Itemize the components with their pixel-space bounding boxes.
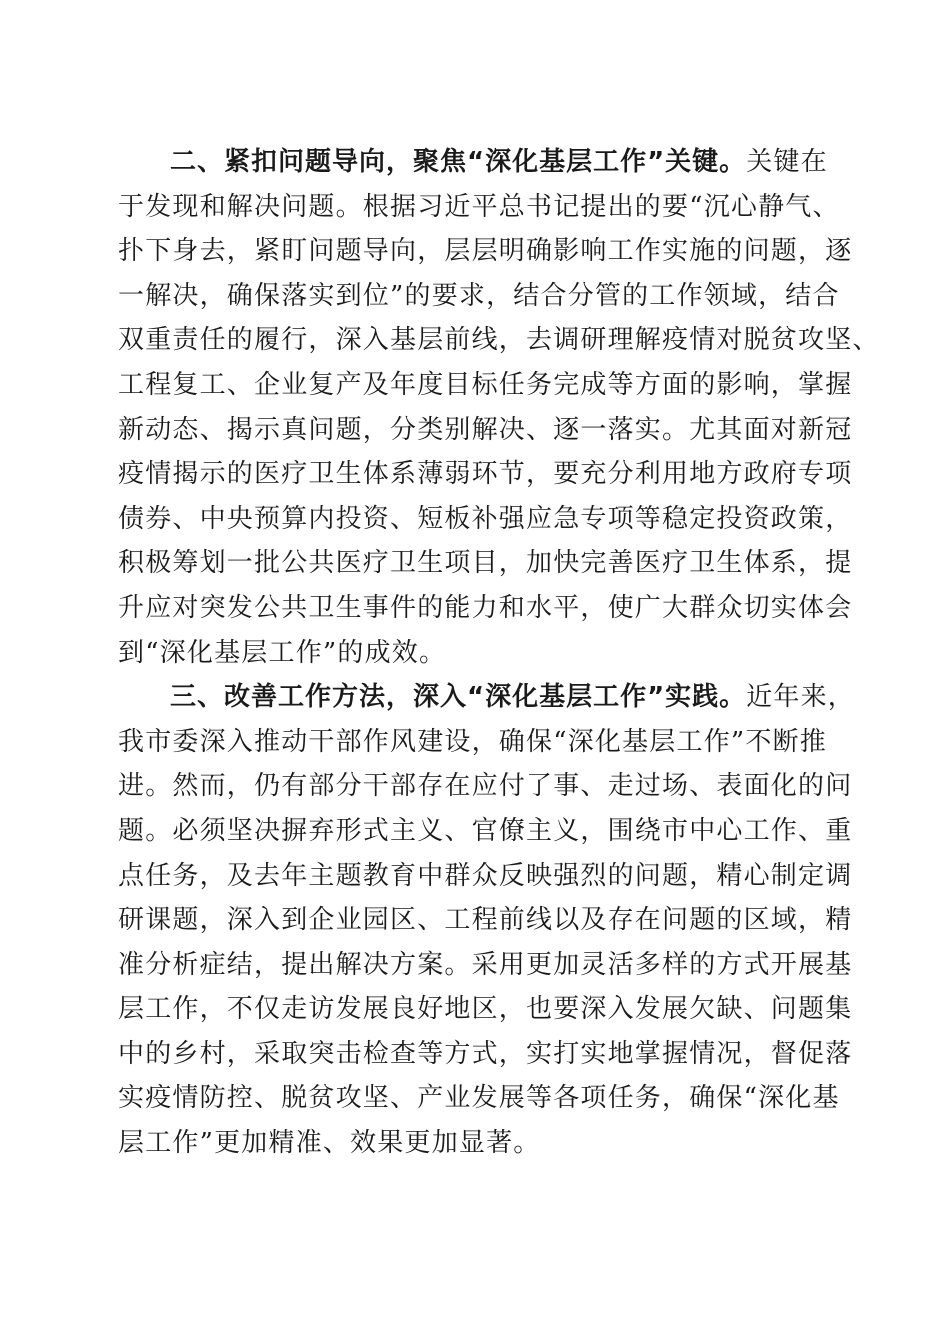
section2-line: 新动态、揭示真问题，分类别解决、逐一落实。尤其面对新冠 (118, 414, 853, 445)
section2-line: 疫情揭示的医疗卫生体系薄弱环节，要充分利用地方政府专项 (118, 459, 853, 490)
section3-line1-rest: 近年来， (746, 682, 855, 713)
section3-line: 准分析症结，提出解决方案。采用更加灵活多样的方式开展基 (118, 949, 853, 980)
section2-line: 双重责任的履行，深入基层前线，去调研理解疫情对脱贫攻坚、 (118, 325, 880, 356)
section3-line: 题。必须坚决摒弃形式主义、官僚主义，围绕市中心工作、重 (118, 815, 853, 846)
section2-line: 扑下身去，紧盯问题导向，层层明确影响工作实施的问题，逐 (118, 236, 853, 267)
section3-line: 中的乡村，采取突击检查等方式，实打实地掌握情况，督促落 (118, 1038, 853, 1069)
section2-line: 工程复工、企业复产及年度目标任务完成等方面的影响，掌握 (118, 369, 853, 400)
section2-line: 于发现和解决问题。根据习近平总书记提出的要“沉心静气、 (118, 191, 840, 222)
section3-line: 研课题，深入到企业园区、工程前线以及存在问题的区域，精 (118, 905, 853, 936)
section2-first-line (118, 140, 838, 185)
section3-first-line (118, 675, 855, 720)
section3-line: 我市委深入推动干部作风建设，确保“深化基层工作”不断推 (118, 726, 827, 757)
section3-line: 层工作，不仅走访发展良好地区，也要深入发展欠缺、问题集 (118, 994, 853, 1025)
section2-line: 到“深化基层工作”的成效。 (118, 637, 447, 668)
section2-line: 一解决，确保落实到位”的要求，结合分管的工作领域，结合 (118, 280, 840, 311)
section2-line: 债券、中央预算内投资、短板补强应急专项等稳定投资政策， (118, 503, 853, 534)
document-body (118, 140, 880, 1166)
section3-line: 进。然而，仍有部分干部存在应付了事、走过场、表面化的问 (118, 771, 853, 802)
section3-line: 实疫情防控、脱贫攻坚、产业发展等各项任务，确保“深化基 (118, 1083, 840, 1114)
section2-line1-rest: 关键在 (746, 147, 828, 177)
section3-line: 层工作”更加精准、效果更加显著。 (118, 1128, 541, 1159)
section3-line: 点任务，及去年主题教育中群众反映强烈的问题，精心制定调 (118, 860, 853, 891)
section2-line: 积极筹划一批公共医疗卫生项目，加快完善医疗卫生体系，提 (118, 548, 853, 579)
section3-heading: 三、改善工作方法，深入“深化基层工作”实践。 (170, 682, 747, 713)
section2-line: 升应对突发公共卫生事件的能力和水平，使广大群众切实体会 (118, 592, 853, 623)
section2-heading: 二、紧扣问题导向，聚焦“深化基层工作”关键。 (170, 147, 747, 177)
